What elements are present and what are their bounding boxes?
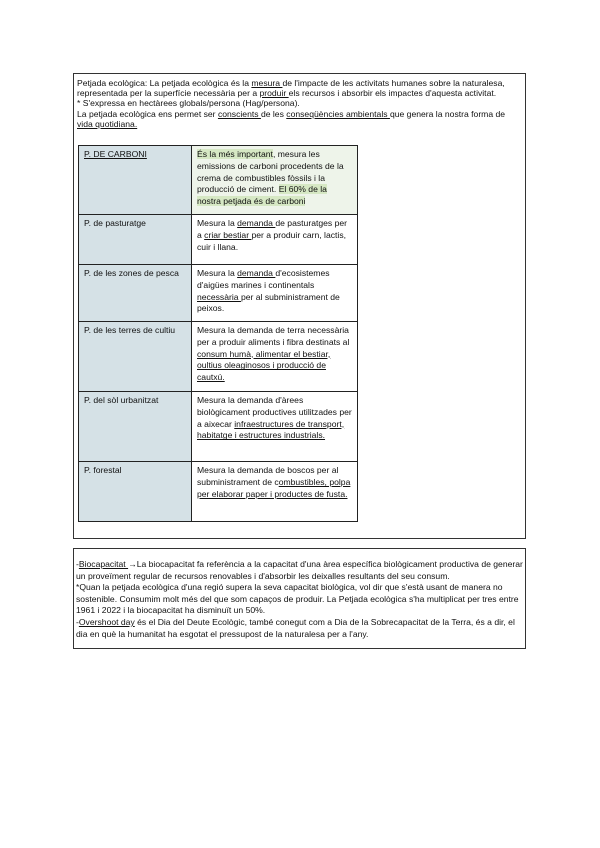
row-name: P. de les zones de pesca (79, 265, 192, 322)
row-description: Mesura la demanda de terra necessària per a produir aliments i fibra destinats al consum humà, alimentar el bestiar, oultius oleaginosos i producció de cautxú. (192, 322, 358, 392)
table-row (79, 462, 358, 522)
intro-text (77, 78, 522, 129)
definition-paragraph: Petjada ecològica: La petjada ecològica és la mesura de l'impacte de les activitats humanes sobre la naturalesa, representada per la superfície necessària per a produir els recursos i absorbir els impactes d'aquesta activitat. (77, 78, 505, 99)
footprint-table (78, 145, 358, 522)
row-description: Mesura la demanda de pasturatges per a criar bestiar per a produir carn, lactis, cuir i llana. (192, 215, 358, 265)
row-description: Mesura la demanda d'ecosistemes d'aigües marines i continentals necessària per al subministrament de peixos. (192, 265, 358, 322)
row-name: P. DE CARBONI (79, 146, 192, 215)
table-row (79, 322, 358, 392)
table-row (79, 215, 358, 265)
table-row (79, 265, 358, 322)
table-row (79, 146, 358, 215)
row-description: Mesura la demanda d'àrees biològicament productives utilitzades per a aixecar infraestructures de transport, habitatge i estructures industrials. (192, 392, 358, 462)
table-row (79, 392, 358, 462)
notes-text (76, 559, 524, 640)
row-name: P. forestal (79, 462, 192, 522)
row-name: P. de les terres de cultiu (79, 322, 192, 392)
awareness-paragraph: La petjada ecològica ens permet ser conscients de les conseqüències ambientals que genera la nostra forma de vida quotidiana. (77, 108, 506, 129)
row-description: Mesura la demanda de boscos per al subministrament de combustibles, polpa per elaborar paper i productes de fusta. (192, 462, 358, 522)
row-description: És la més important, mesura les emissions de carboni procedents de la crema de combustibles fòssils i la producció de ciment. El 60% de la nostra petjada és de carboni (192, 146, 358, 215)
row-name: P. del sòl urbanitzat (79, 392, 192, 462)
biocapacity-paragraph: -Biocapacitat →La biocapacitat fa referència a la capacitat d'una àrea específica biològicament productiva de generar un proveïment regular de recursos renovables i d'absorbir les deixalles resultants del seu consum. (76, 559, 523, 581)
row-name: P. de pasturatge (79, 215, 192, 265)
units-note: * S'expressa en hectàrees globals/persona (Hag/persona). (77, 98, 300, 109)
overuse-paragraph: *Quan la petjada ecològica d'una regió supera la seva capacitat biològica, vol dir que s'està usant de manera no sostenible. Consumim molt més del que som capaços de produir. La Petjada ecològica s'ha multiplicat per tres entre 1961 i 2022 i la biocapacitat ha disminuït un 50%. (76, 582, 519, 616)
overshoot-paragraph: -Overshoot day és el Dia del Deute Ecològic, també conegut com a Dia de la Sobrecapacitat de la Terra, és a dir, el dia en què la humanitat ha esgotat el pressupost de la naturalesa per a l'any. (76, 616, 515, 639)
